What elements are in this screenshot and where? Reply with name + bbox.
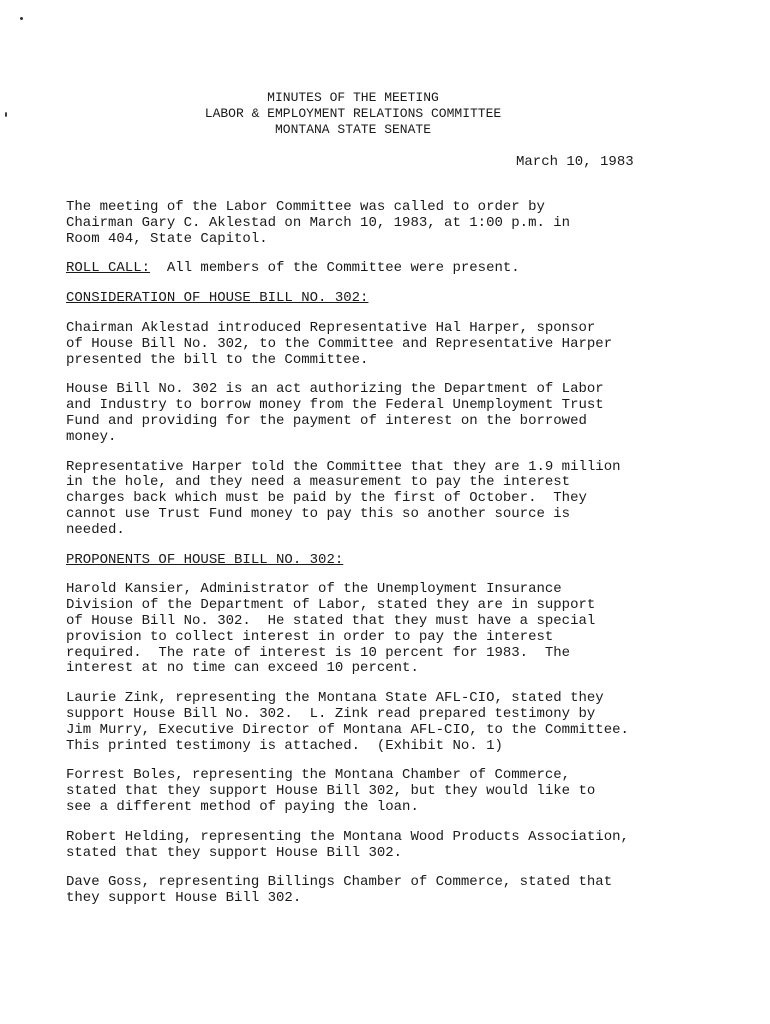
header-title: MINUTES OF THE MEETING	[267, 90, 439, 105]
meeting-date: March 10, 1983	[516, 154, 634, 170]
header-committee: LABOR & EMPLOYMENT RELATIONS COMMITTEE	[204, 106, 502, 121]
header-senate: MONTANA STATE SENATE	[274, 122, 432, 137]
roll-call-text: All members of the Committee were present.	[150, 260, 520, 277]
minutes-body	[66, 200, 716, 921]
goss-paragraph: Dave Goss, representing Billings Chamber of Commerce, stated that they support House Bill 302.	[66, 874, 613, 907]
boles-paragraph: Forrest Boles, representing the Montana Chamber of Commerce, stated that they support House Bill 302, but they would like to see a different method of paying the loan.	[66, 767, 596, 815]
roll-call-paragraph	[66, 261, 716, 277]
bill-description-paragraph: House Bill No. 302 is an act authorizing the Department of Labor and Industry to borrow money from the Federal Unemployment Trust Fund and providing for the payment of interest on the borrowed money.	[66, 381, 604, 445]
intro-paragraph: The meeting of the Labor Committee was called to order by Chairman Gary C. Aklestad on March 10, 1983, at 1:00 p.m. in Room 404, State Capitol.	[66, 199, 571, 247]
harper-testimony-paragraph: Representative Harper told the Committee that they are 1.9 million in the hole, and they need a measurement to pay the interest charges back which must be paid by the first of October. They cannot use Trust Fund money to pay this so another source is needed.	[66, 458, 621, 538]
proponents-heading: PROPONENTS OF HOUSE BILL NO. 302:	[66, 551, 344, 568]
zink-paragraph: Laurie Zink, representing the Montana State AFL-CIO, stated they support House Bill No. 302. L. Zink read prepared testimony by Jim Murry, Executive Director of Montana AFL-CIO, to the Committee. This printed testimony is attached. (Exhibit No. 1)	[66, 690, 629, 754]
document-header	[0, 90, 706, 138]
consideration-heading: CONSIDERATION OF HOUSE BILL NO. 302:	[66, 290, 369, 307]
kansier-paragraph: Harold Kansier, Administrator of the Unemployment Insurance Division of the Department of Labor, stated they are in support of House Bill No. 302. He stated that they must have a special provision to collect interest in order to pay the interest required. The rate of interest is 10 percent for 1983. The interest at no time can exceed 10 percent.	[66, 581, 596, 677]
scan-speck	[20, 17, 23, 20]
roll-call-label: ROLL CALL:	[66, 260, 151, 277]
helding-paragraph: Robert Helding, representing the Montana Wood Products Association, stated that they support House Bill 302.	[66, 828, 629, 861]
sponsor-paragraph: Chairman Aklestad introduced Representative Hal Harper, sponsor of House Bill No. 302, to the Committee and Representative Harper presented the bill to the Committee.	[66, 319, 613, 368]
